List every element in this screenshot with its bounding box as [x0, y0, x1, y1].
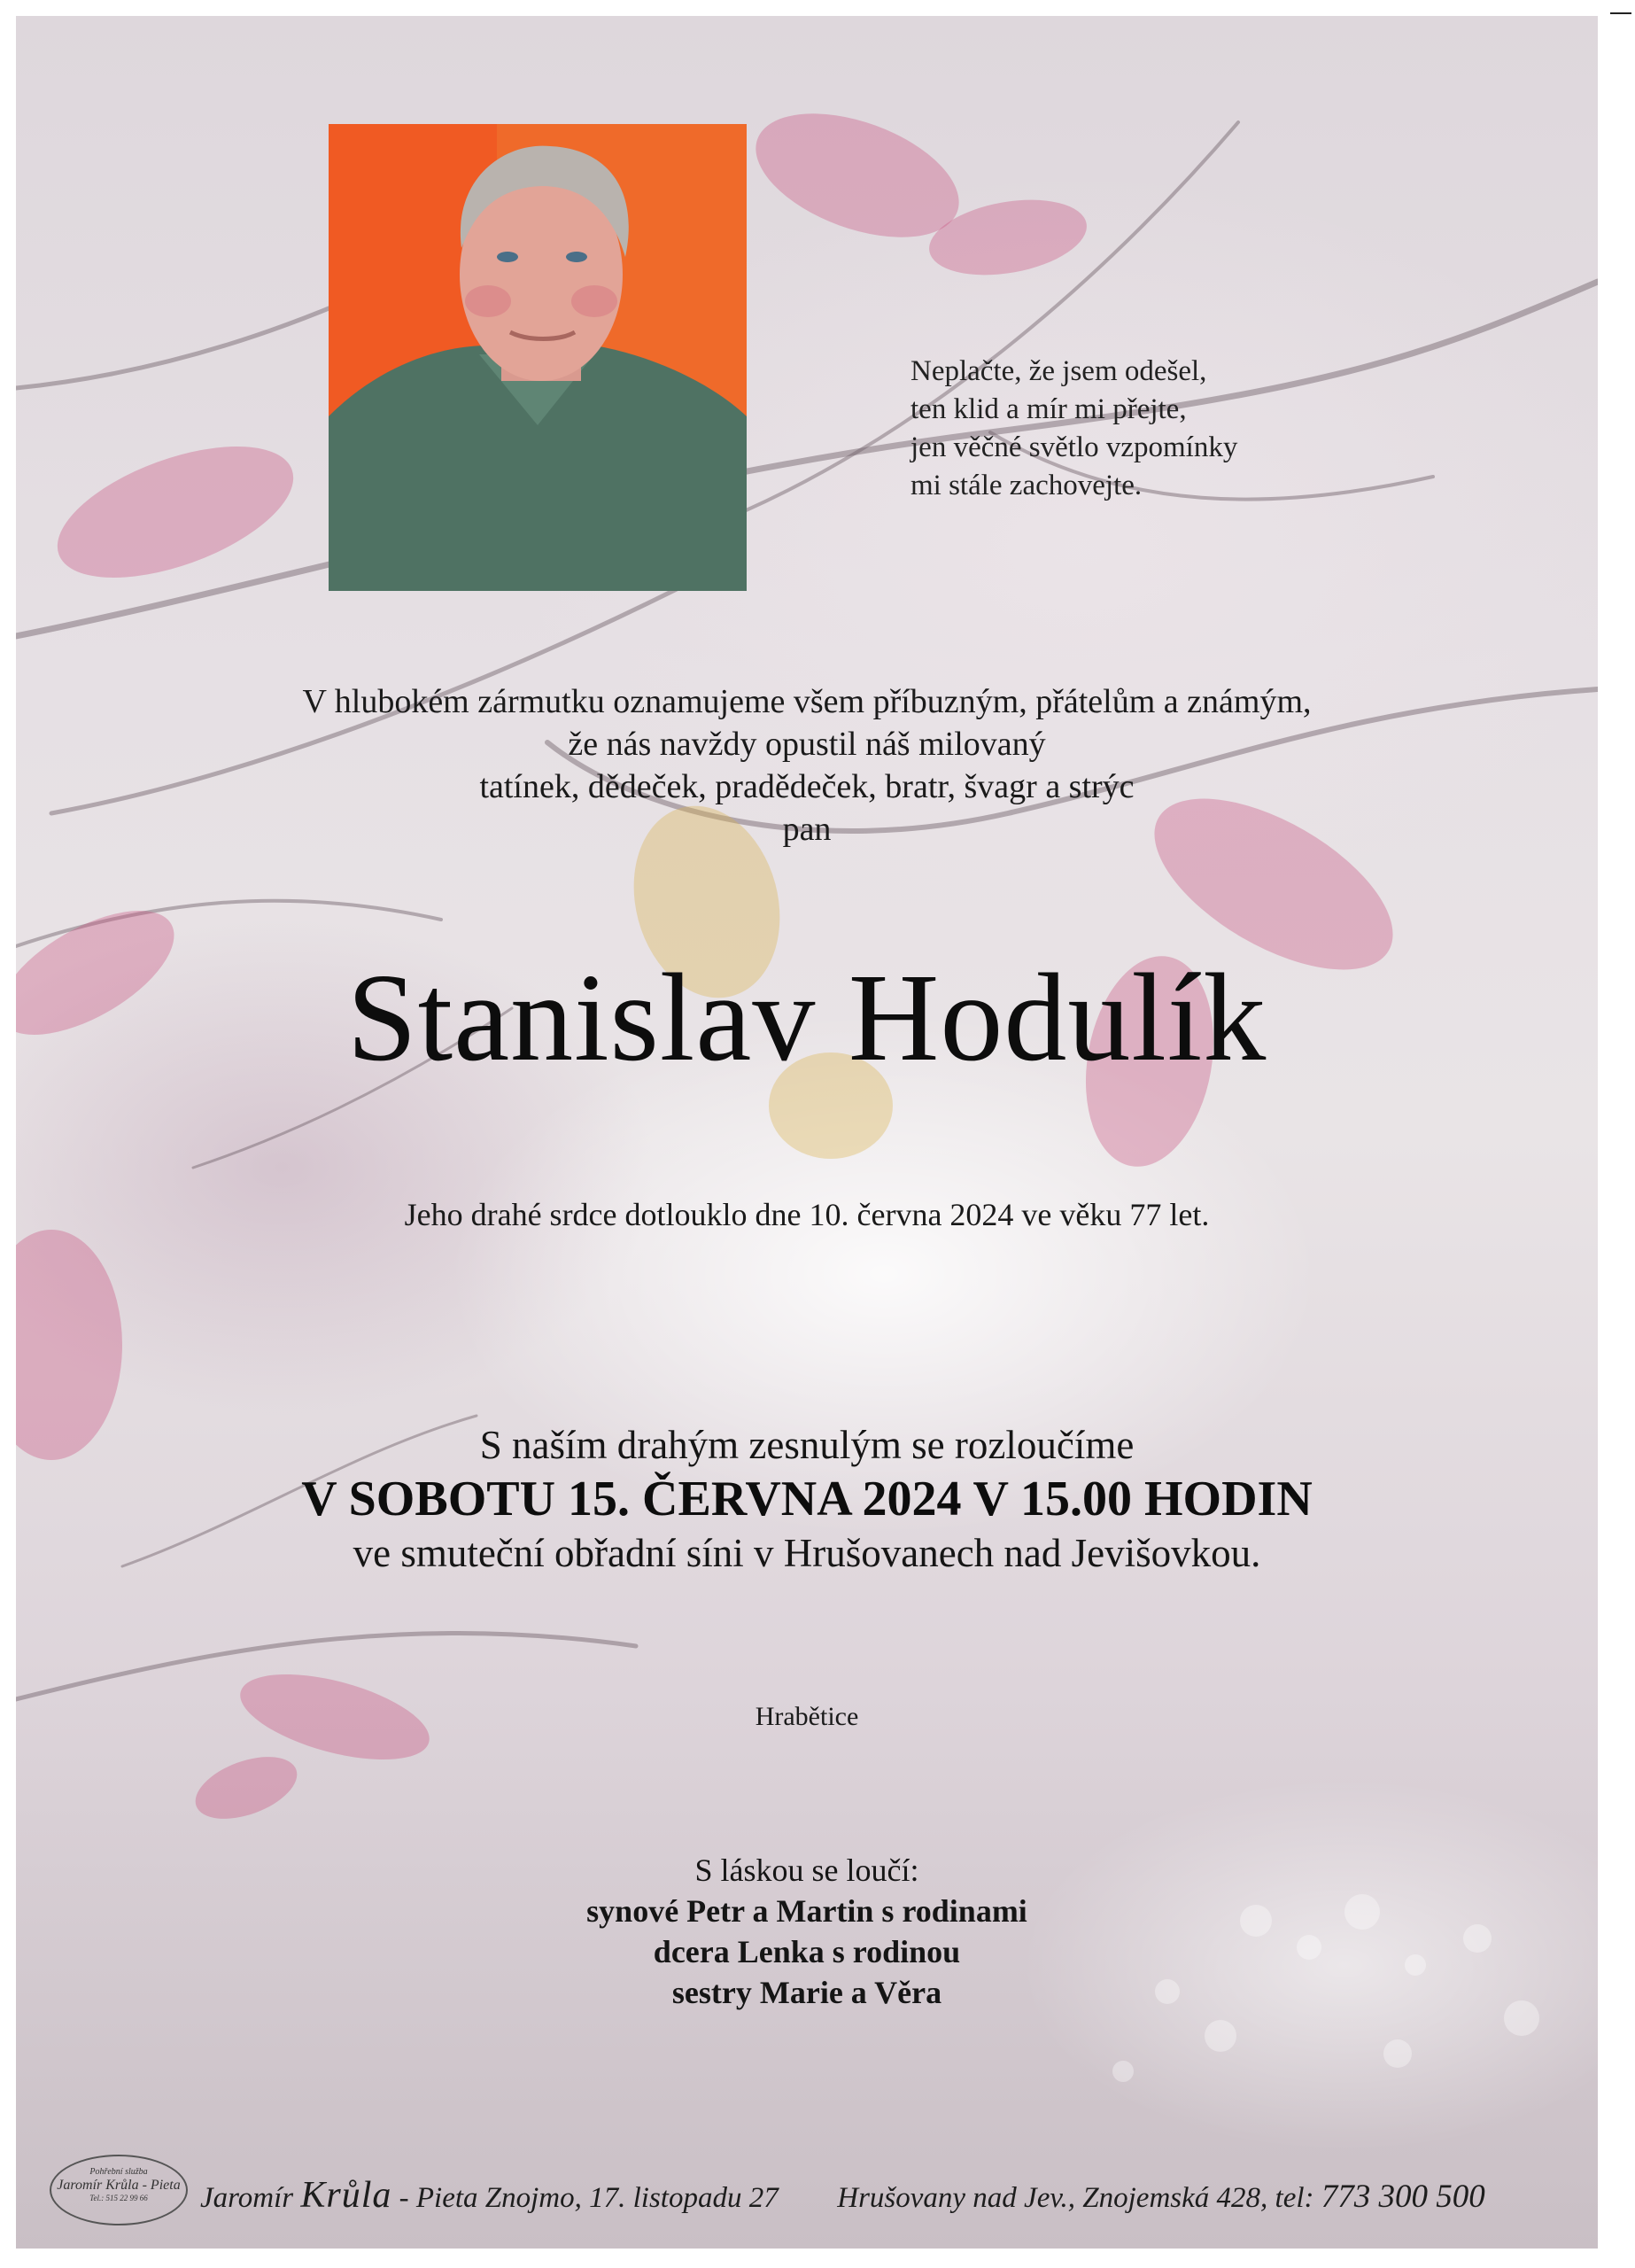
- announcement-line: tatínek, dědeček, pradědeček, bratr, švagr a strýc: [479, 768, 1135, 805]
- announcement-line: že nás navždy opustil náš milovaný: [568, 726, 1046, 763]
- memorial-verse: [910, 353, 1406, 505]
- footer-branch-znojmo: - Pieta Znojmo, 17. listopadu 27: [399, 2182, 779, 2214]
- mourner-line: sestry Marie a Věra: [671, 1975, 942, 2010]
- stamp-name-text: Jaromír Krůla - Pieta: [57, 2178, 181, 2193]
- verse-line: jen věčné světlo vzpomínky: [910, 431, 1238, 463]
- footer-contact-line: [200, 2175, 1485, 2216]
- verse-line: ten klid a mír mi přejte,: [910, 393, 1187, 425]
- footer-phone: 773 300 500: [1321, 2179, 1485, 2215]
- mourners-intro: S láskou se loučí:: [694, 1852, 919, 1888]
- mourners-list: [16, 1850, 1598, 2013]
- funeral-service-stamp-logo: [50, 2155, 188, 2225]
- footer-branch-hrusovany: Hrušovany nad Jev., Znojemská 428, tel:: [837, 2182, 1314, 2214]
- verse-line: mi stále zachovejte.: [910, 470, 1143, 501]
- stamp-phone-text: Tel.: 515 22 99 66: [89, 2194, 148, 2202]
- mourner-line: synové Petr a Martin s rodinami: [586, 1893, 1027, 1929]
- portrait-photo: [329, 124, 747, 591]
- announcement-line: V hlubokém zármutku oznamujeme všem příbuzným, přátelům a známým,: [302, 683, 1312, 720]
- stamp-top-text: Pohřební služba: [89, 2167, 148, 2177]
- funeral-details: [16, 1420, 1598, 1578]
- deceased-name: Stanislav Hodulík: [346, 947, 1267, 1087]
- mourner-line: dcera Lenka s rodinou: [653, 1934, 961, 1969]
- funeral-date-time: V SOBOTU 15. ČERVNA 2024 V 15.00 HODIN: [301, 1472, 1313, 1526]
- portrait-man-illustration: [329, 124, 747, 591]
- farewell-intro: S naším drahým zesnulým se rozloučíme: [479, 1423, 1135, 1467]
- funeral-service-footer: [50, 2146, 1582, 2234]
- announcement: [16, 680, 1598, 850]
- verse-line: Neplačte, že jsem odešel,: [910, 355, 1207, 387]
- obituary-sheet: [16, 16, 1598, 2249]
- funeral-venue: ve smuteční obřadní síni v Hrušovanech nad Jevišovkou.: [353, 1531, 1261, 1575]
- death-notice: Jeho drahé srdce dotlouklo dne 10. června 2024 ve věku 77 let.: [404, 1197, 1210, 1232]
- footer-first-name: Jaromír: [200, 2182, 294, 2214]
- announcement-line: pan: [782, 811, 832, 848]
- scan-edge-mark: [1610, 12, 1631, 14]
- village-name: Hrabětice: [755, 1702, 859, 1731]
- footer-brand-name: Krůla: [300, 2175, 392, 2216]
